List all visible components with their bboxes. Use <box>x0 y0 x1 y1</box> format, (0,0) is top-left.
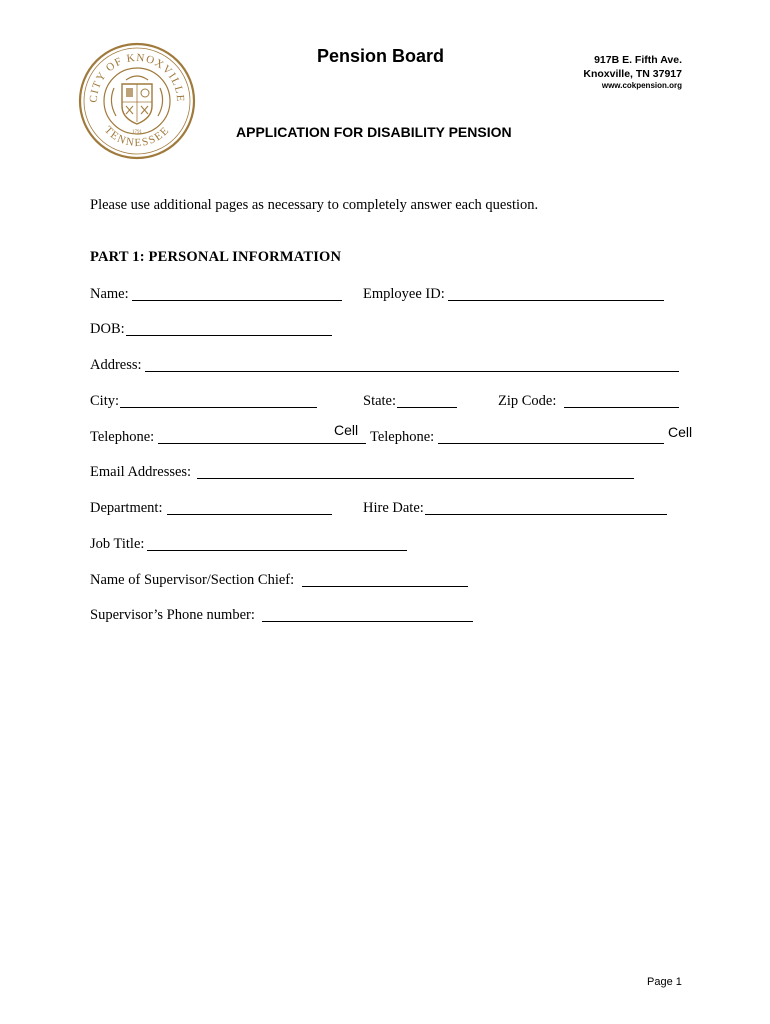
hire-date-field[interactable] <box>425 514 667 515</box>
address-field[interactable] <box>145 371 679 372</box>
cell-label-2: Cell <box>668 424 693 440</box>
hire-date-label: Hire Date: <box>363 500 424 516</box>
cell-telephone-label: Telephone: <box>370 429 435 445</box>
dob-label: DOB: <box>90 321 125 337</box>
job-title-field[interactable] <box>147 550 407 551</box>
part1-heading: PART 1: PERSONAL INFORMATION <box>90 249 342 265</box>
supervisor-phone-label: Supervisor’s Phone number: <box>90 607 255 623</box>
city-field[interactable] <box>120 407 317 408</box>
name-label: Name: <box>90 286 129 302</box>
cell-label-1: Cell <box>334 422 359 438</box>
telephone-label: Telephone: <box>90 429 155 445</box>
telephone-field[interactable] <box>158 443 366 444</box>
supervisor-phone-field[interactable] <box>262 621 473 622</box>
supervisor-name-label: Name of Supervisor/Section Chief: <box>90 572 295 588</box>
job-title-label: Job Title: <box>90 536 145 552</box>
zip-label: Zip Code: <box>498 393 557 409</box>
supervisor-name-field[interactable] <box>302 586 468 587</box>
department-label: Department: <box>90 500 163 516</box>
state-field[interactable] <box>397 407 457 408</box>
seal-year: 1791 <box>132 130 142 135</box>
board-title: Pension Board <box>317 46 445 66</box>
zip-field[interactable] <box>564 407 679 408</box>
svg-text:TENNESSEE <box>102 124 172 149</box>
employee-id-field[interactable] <box>448 300 664 301</box>
form-title: APPLICATION FOR DISABILITY PENSION <box>236 124 512 140</box>
address-line-2: Knoxville, TN 37917 <box>583 68 682 80</box>
address-line-1: 917B E. Fifth Ave. <box>594 54 682 66</box>
email-label: Email Addresses: <box>90 464 192 480</box>
instructions-text: Please use additional pages as necessary to completely answer each question. <box>90 197 539 213</box>
email-field[interactable] <box>197 478 634 479</box>
address-label: Address: <box>90 357 142 373</box>
page-number: Page 1 <box>647 976 682 988</box>
city-label: City: <box>90 393 120 409</box>
employee-id-label: Employee ID: <box>363 286 445 302</box>
name-field[interactable] <box>132 300 342 301</box>
seal-top-text: CITY OF KNOXVILLE <box>87 51 187 103</box>
city-seal-logo <box>78 42 196 160</box>
seal-bottom-text: TENNESSEE <box>101 124 173 150</box>
department-field[interactable] <box>167 514 332 515</box>
cell-telephone-field[interactable] <box>438 443 664 444</box>
website-link[interactable]: www.cokpension.org <box>601 81 682 90</box>
state-label: State: <box>363 393 397 409</box>
dob-field[interactable] <box>126 335 332 336</box>
